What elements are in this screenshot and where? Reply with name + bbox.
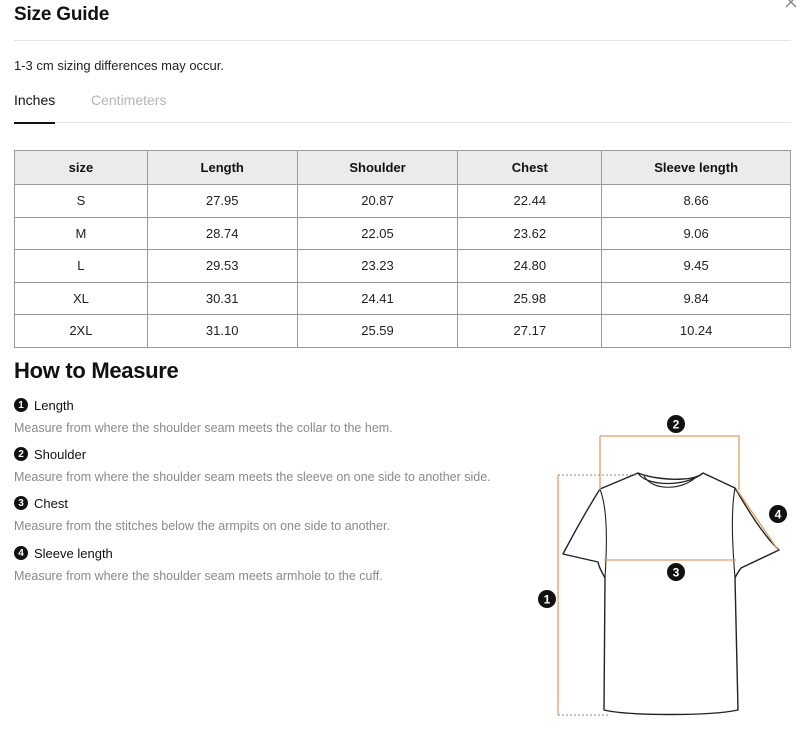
cell-shoulder: 20.87 [297,185,458,218]
measure-item-chest [14,495,390,533]
measure-label: Shoulder [34,446,87,462]
header-chest: Chest [458,151,602,185]
table-row [15,217,791,250]
close-button[interactable] [783,0,799,10]
measure-item-length [14,397,393,435]
measure-label: Length [34,397,74,413]
cell-chest: 22.44 [458,185,602,218]
cell-shoulder: 24.41 [297,282,458,315]
dialog-title: Size Guide [14,4,110,25]
unit-tabs [14,90,791,123]
cell-chest: 27.17 [458,315,602,348]
right-sleeve-seam [732,488,735,578]
measure-label: Sleeve length [34,545,113,561]
cell-size: XL [15,282,148,315]
measure-description: Measure from where the shoulder seam meets armhole to the cuff. [14,569,383,583]
header-sleeve-length: Sleeve length [602,151,791,185]
table-row [15,185,791,218]
header-size: size [15,151,148,185]
measure-description: Measure from the stitches below the armpits on one side to another. [14,519,390,533]
marker-3 [667,563,685,581]
left-sleeve-seam [600,489,606,578]
measure-item-sleeve-length [14,545,383,583]
measure-item-shoulder [14,446,491,484]
cell-shoulder: 25.59 [297,315,458,348]
tab-centimeters[interactable]: Centimeters [91,92,167,108]
sizing-note: 1-3 cm sizing differences may occur. [14,58,225,73]
header-shoulder: Shoulder [297,151,458,185]
marker-4 [769,505,787,523]
guide-lines [558,475,638,715]
how-to-measure-title: How to Measure [14,358,179,383]
measure-description: Measure from where the shoulder seam meets the sleeve on one side to another side. [14,470,491,484]
tab-inches[interactable]: Inches [14,92,55,124]
tshirt-body [563,473,779,715]
divider [14,40,791,41]
cell-shoulder: 23.23 [297,250,458,283]
svg-text:4: 4 [774,507,782,522]
svg-text:2: 2 [672,417,680,432]
cell-length: 27.95 [147,185,297,218]
cell-size: M [15,217,148,250]
measure-label: Chest [34,495,68,511]
measure-description: Measure from where the shoulder seam meets the collar to the hem. [14,421,393,435]
tshirt-measurement-diagram [520,400,800,729]
marker-2 [667,415,685,433]
cell-sleeve-length: 9.45 [602,250,791,283]
cell-sleeve-length: 8.66 [602,185,791,218]
collar-outer [638,473,703,484]
size-table [14,150,791,348]
number-2-icon: 2 [14,447,28,461]
cell-length: 31.10 [147,315,297,348]
cell-chest: 25.98 [458,282,602,315]
close-icon[interactable] [783,0,799,10]
number-4-icon: 4 [14,546,28,560]
marker-1 [538,590,556,608]
number-3-icon: 3 [14,496,28,510]
table-header-row [15,151,791,185]
cell-sleeve-length: 9.84 [602,282,791,315]
cell-sleeve-length: 9.06 [602,217,791,250]
svg-text:1: 1 [543,592,551,607]
tshirt-icon [520,400,800,729]
svg-text:3: 3 [672,565,680,580]
number-1-icon: 1 [14,398,28,412]
table-row [15,282,791,315]
header-length: Length [147,151,297,185]
cell-size: S [15,185,148,218]
table-row [15,315,791,348]
table-row [15,250,791,283]
cell-chest: 24.80 [458,250,602,283]
cell-length: 29.53 [147,250,297,283]
cell-size: 2XL [15,315,148,348]
cell-size: L [15,250,148,283]
cell-length: 28.74 [147,217,297,250]
cell-shoulder: 22.05 [297,217,458,250]
cell-length: 30.31 [147,282,297,315]
cell-chest: 23.62 [458,217,602,250]
cell-sleeve-length: 10.24 [602,315,791,348]
